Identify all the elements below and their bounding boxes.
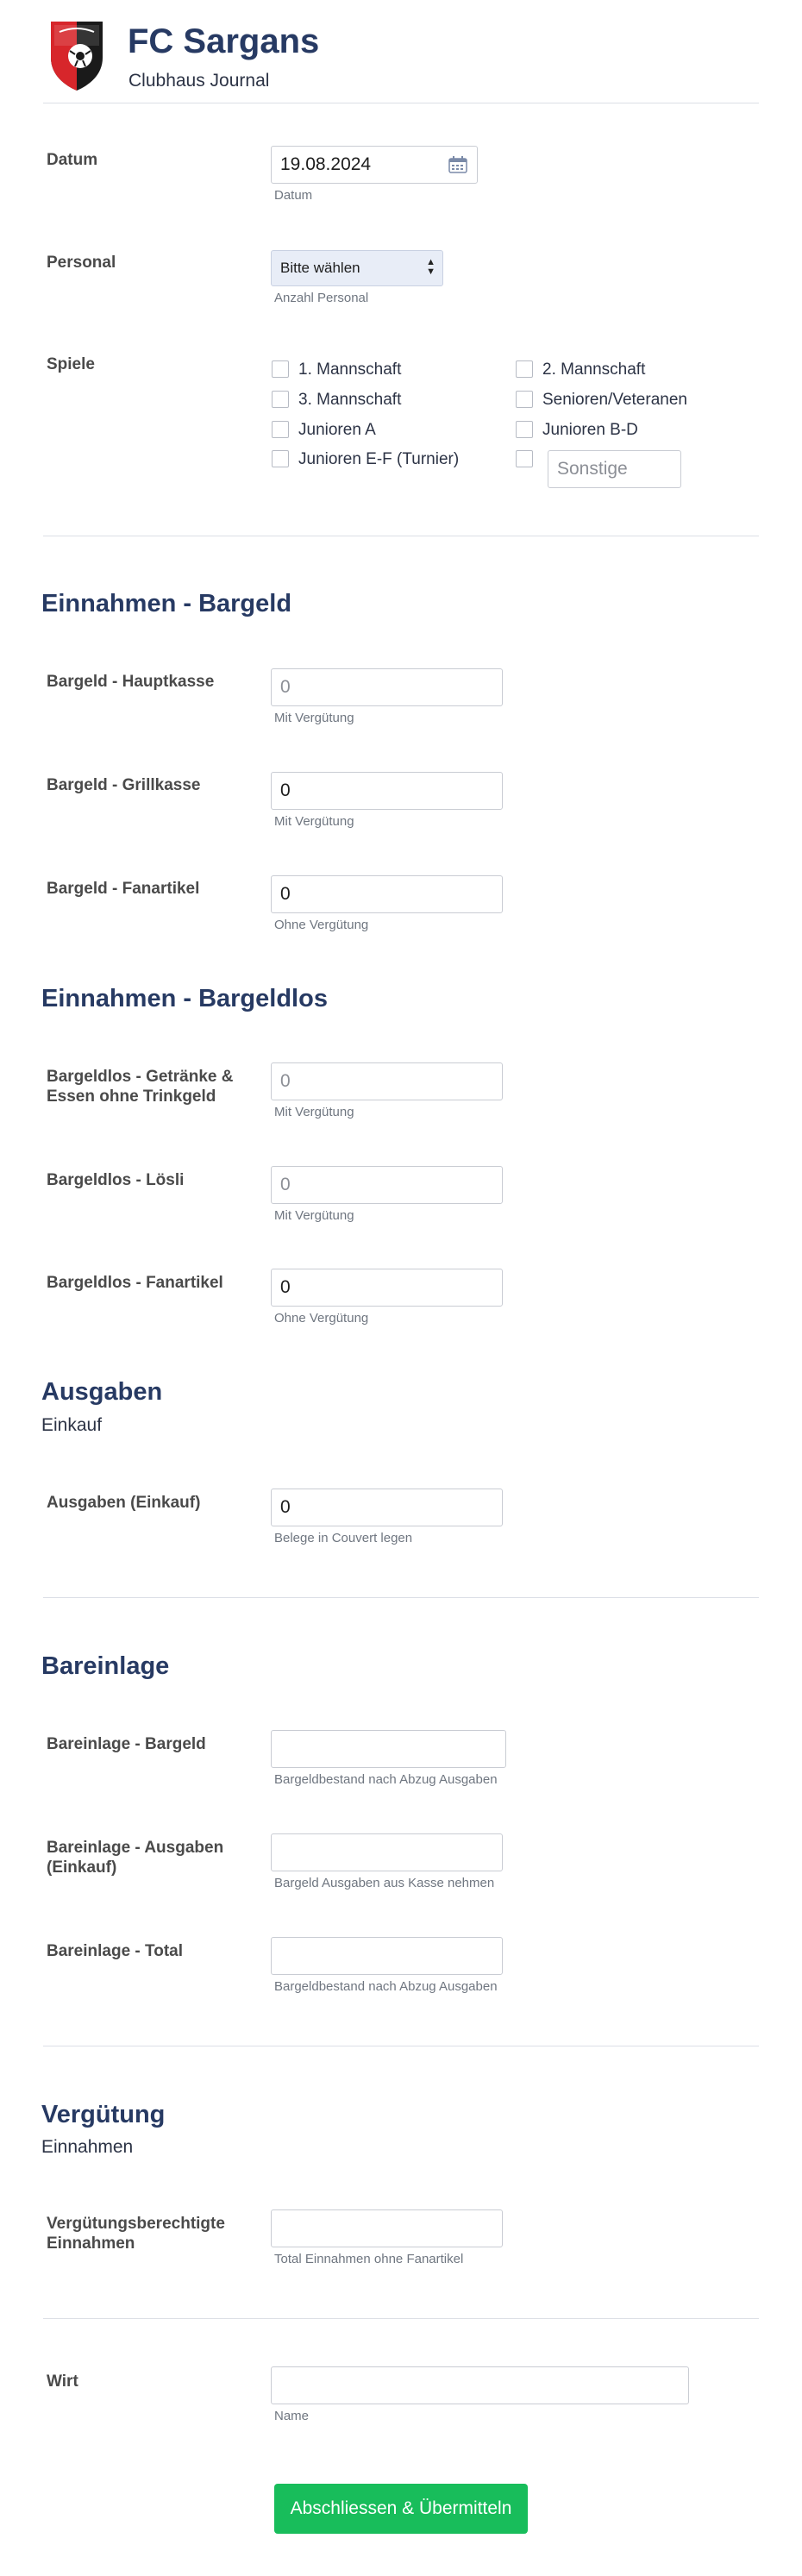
calendar-icon[interactable] [448,156,467,173]
bareinlage-total-label: Bareinlage - Total [47,1942,184,1960]
bareinlage-total-sublabel: Bargeldbestand nach Abzug Ausgaben [274,1979,498,1994]
checkbox-label-2-mannschaft: 2. Mannschaft [542,360,646,379]
bargeldlos-fanartikel-label: Bargeldlos - Fanartikel [47,1274,223,1292]
checkbox-label-3-mannschaft: 3. Mannschaft [298,391,402,409]
section-title-bargeldlos: Einnahmen - Bargeldlos [41,985,328,1012]
bargeldlos-getraenke-input[interactable] [271,1062,503,1100]
bargeldlos-loesli-input[interactable] [271,1166,503,1204]
section-title-bargeld: Einnahmen - Bargeld [41,590,292,617]
bargeld-fanartikel-sublabel: Ohne Vergütung [274,918,369,932]
bargeld-fanartikel-input[interactable] [271,875,503,913]
bareinlage-ausgaben-sublabel: Bargeld Ausgaben aus Kasse nehmen [274,1876,495,1890]
personal-sublabel: Anzahl Personal [274,291,369,305]
section-title-bareinlage: Bareinlage [41,1652,170,1680]
bargeldlos-fanartikel-input[interactable] [271,1269,503,1307]
checkbox-label-junioren-e-f: Junioren E-F (Turnier) [298,450,460,468]
select-caret-icon: ▲ ▼ [426,257,435,277]
checkbox-senioren-veteranen[interactable] [516,391,533,408]
bargeld-grillkasse-label: Bargeld - Grillkasse [47,776,201,794]
checkbox-junioren-e-f[interactable] [272,450,289,467]
bargeld-hauptkasse-label: Bargeld - Hauptkasse [47,673,215,691]
section-subtitle-verguetung: Einnahmen [41,2137,134,2157]
spiele-label: Spiele [47,355,95,373]
bargeldlos-getraenke-sublabel: Mit Vergütung [274,1105,354,1119]
bargeldlos-loesli-label: Bargeldlos - Lösli [47,1171,185,1189]
divider [43,1597,759,1598]
datum-input[interactable] [271,146,478,184]
bargeld-hauptkasse-sublabel: Mit Vergütung [274,711,354,725]
wirt-input[interactable] [271,2366,689,2404]
divider [43,2318,759,2319]
page-subtitle: Clubhaus Journal [128,71,270,91]
club-logo [49,20,104,92]
checkbox-label-senioren-veteranen: Senioren/Veteranen [542,391,687,409]
verguetung-label: Vergütungsberechtigte Einnahmen [47,2215,225,2253]
verguetung-sublabel: Total Einnahmen ohne Fanartikel [274,2252,464,2266]
checkbox-junioren-a[interactable] [272,421,289,438]
section-title-ausgaben: Ausgaben [41,1378,163,1406]
submit-button[interactable]: Abschliessen & Übermitteln [274,2484,528,2534]
bareinlage-ausgaben-label: Bareinlage - Ausgaben (Einkauf) [47,1839,224,1877]
bargeld-fanartikel-label: Bargeld - Fanartikel [47,880,200,898]
bargeldlos-getraenke-label: Bargeldlos - Getränke & Essen ohne Trinkgeld [47,1068,234,1106]
section-title-verguetung: Vergütung [41,2101,166,2128]
bargeld-hauptkasse-input[interactable] [271,668,503,706]
personal-select[interactable] [271,250,443,286]
bareinlage-total-input[interactable] [271,1937,503,1975]
personal-label: Personal [47,254,116,272]
sonstige-input[interactable] [548,450,681,488]
checkbox-1-mannschaft[interactable] [272,360,289,378]
personal-selected-value: Bitte wählen [280,260,360,276]
wirt-sublabel: Name [274,2409,310,2423]
section-subtitle-ausgaben: Einkauf [41,1415,103,1435]
checkbox-label-junioren-a: Junioren A [298,421,376,439]
verguetung-input[interactable] [271,2209,503,2247]
ausgaben-einkauf-label: Ausgaben (Einkauf) [47,1494,201,1512]
bareinlage-bargeld-label: Bareinlage - Bargeld [47,1735,206,1753]
datum-label: Datum [47,151,98,169]
bargeldlos-fanartikel-sublabel: Ohne Vergütung [274,1311,369,1326]
bargeld-grillkasse-input[interactable] [271,772,503,810]
ausgaben-einkauf-sublabel: Belege in Couvert legen [274,1531,413,1545]
checkbox-sonstige[interactable] [516,450,533,467]
bargeld-grillkasse-sublabel: Mit Vergütung [274,814,354,829]
datum-field [271,146,478,184]
ausgaben-einkauf-input[interactable] [271,1489,503,1526]
bargeldlos-loesli-sublabel: Mit Vergütung [274,1208,354,1223]
checkbox-2-mannschaft[interactable] [516,360,533,378]
checkbox-3-mannschaft[interactable] [272,391,289,408]
wirt-label: Wirt [47,2372,78,2391]
checkbox-label-1-mannschaft: 1. Mannschaft [298,360,402,379]
page-title: FC Sargans [128,22,320,60]
bareinlage-bargeld-sublabel: Bargeldbestand nach Abzug Ausgaben [274,1772,498,1787]
datum-sublabel: Datum [274,188,313,203]
checkbox-label-junioren-b-d: Junioren B-D [542,421,638,439]
checkbox-junioren-b-d[interactable] [516,421,533,438]
bareinlage-bargeld-input[interactable] [271,1730,506,1768]
bareinlage-ausgaben-input[interactable] [271,1833,503,1871]
